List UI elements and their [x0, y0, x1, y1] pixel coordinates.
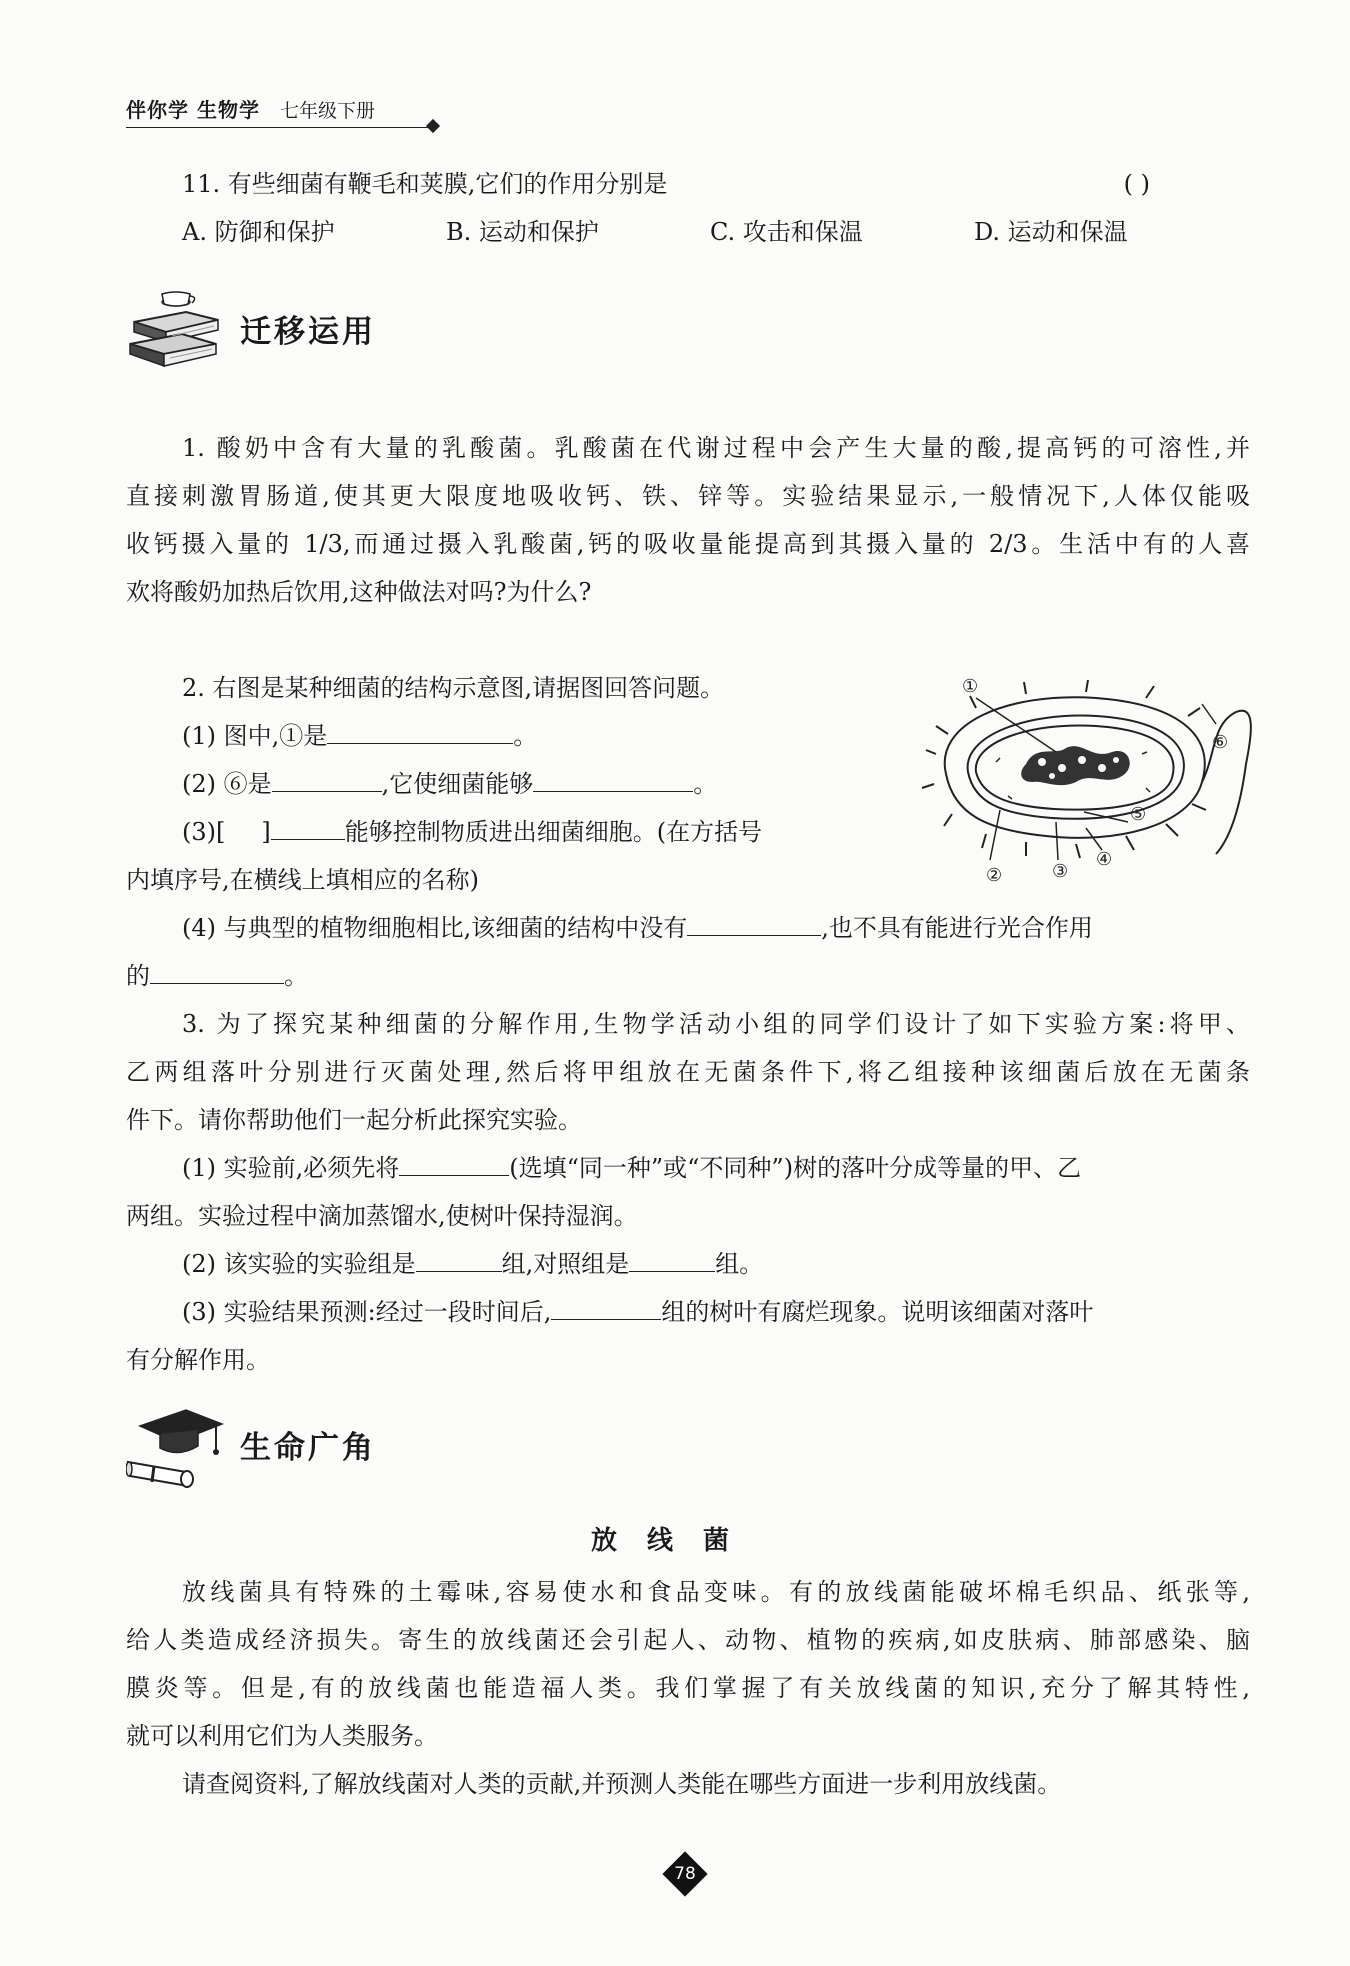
q11-stem: 11. 有些细菌有鞭毛和荚膜,它们的作用分别是 ( )	[182, 160, 1250, 208]
label-6: ⑥	[1212, 732, 1229, 753]
nuclear-region	[1021, 746, 1130, 785]
section-title: 生命广角	[240, 1430, 376, 1466]
bacterium-diagram	[916, 664, 1256, 884]
option-d: D. 运动和保温	[974, 218, 1128, 246]
option-b: B. 运动和保护	[446, 218, 599, 246]
p2-line6: (4) 与典型的植物细胞相比,该细菌的结构中没有 ,也不具有能进行光合作用	[182, 904, 1250, 952]
p3-line6: (2) 该实验的实验组是 组,对照组是 组。	[182, 1240, 1250, 1288]
answer-blank[interactable]	[327, 715, 513, 744]
label-1: ①	[962, 676, 979, 697]
p3-line3: 件下。请你帮助他们一起分析此探究实验。	[126, 1106, 582, 1134]
p3-line7: (3) 实验结果预测:经过一段时间后, 组的树叶有腐烂现象。说明该细菌对落叶	[182, 1288, 1250, 1336]
article-line4: 就可以利用它们为人类服务。	[126, 1722, 438, 1750]
graduation-cap-icon	[126, 1396, 226, 1496]
answer-blank[interactable]	[399, 1147, 509, 1176]
answer-blank[interactable]	[551, 1291, 661, 1320]
books-teacup-icon	[126, 282, 226, 382]
answer-blank[interactable]	[150, 955, 284, 984]
p3-line5: 两组。实验过程中滴加蒸馏水,使树叶保持湿润。	[126, 1202, 638, 1230]
answer-blank[interactable]	[272, 763, 382, 792]
article-line5: 请查阅资料,了解放线菌对人类的贡献,并预测人类能在哪些方面进一步利用放线菌。	[182, 1770, 1062, 1798]
p3-line1: 3. 为了探究某种细菌的分解作用,生物学活动小组的同学们设计了如下实验方案:将甲、	[182, 1010, 1250, 1038]
p1-line3: 收钙摄入量的 1/3,而通过摄入乳酸菌,钙的吸收量能提高到其摄入量的 2/3。生活中有的人喜	[126, 530, 1250, 558]
p3-line4: (1) 实验前,必须先将 (选填“同一种”或“不同种”)树的落叶分成等量的甲、乙	[182, 1144, 1250, 1192]
section-title: 迁移运用	[240, 314, 376, 350]
option-c: C. 攻击和保温	[710, 218, 863, 246]
p2-line4: (3)[ ] 能够控制物质进出细菌细胞。(在方括号	[182, 808, 1250, 856]
option-a: A. 防御和保护	[182, 218, 335, 246]
answer-blank[interactable]	[271, 811, 345, 840]
p2-line5: 内填序号,在横线上填相应的名称)	[126, 866, 479, 894]
answer-blank[interactable]	[416, 1243, 502, 1272]
article-line2: 给人类造成经济损失。寄生的放线菌还会引起人、动物、植物的疾病,如皮肤病、肺部感染、脑	[126, 1626, 1250, 1654]
answer-blank[interactable]	[687, 907, 821, 936]
section-heading-transfer	[126, 282, 526, 382]
p1-line2: 直接刺激胃肠道,使其更大限度地吸收钙、铁、锌等。实验结果显示,一般情况下,人体仅能吸	[126, 482, 1250, 510]
p1-line1: 1. 酸奶中含有大量的乳酸菌。乳酸菌在代谢过程中会产生大量的酸,提高钙的可溶性,并	[182, 434, 1250, 462]
p3-line2: 乙两组落叶分别进行灭菌处理,然后将甲组放在无菌条件下,将乙组接种该细菌后放在无菌条	[126, 1058, 1250, 1086]
p2-line2: (1) 图中,①是 。	[182, 712, 1250, 760]
label-4: ④	[1096, 849, 1113, 870]
label-2: ②	[986, 865, 1003, 884]
label-5: ⑤	[1130, 804, 1147, 825]
answer-paren: ( )	[1123, 170, 1150, 198]
article-line1: 放线菌具有特殊的土霉味,容易使水和食品变味。有的放线菌能破坏棉毛织品、纸张等,	[182, 1578, 1250, 1606]
running-header	[126, 94, 436, 126]
answer-blank[interactable]	[533, 763, 693, 792]
book-brand: 伴你学 生物学	[126, 98, 260, 122]
p3-line8: 有分解作用。	[126, 1346, 270, 1374]
header-diamond-icon	[426, 119, 440, 133]
p1-line4: 欢将酸奶加热后饮用,这种做法对吗?为什么?	[126, 578, 592, 606]
p2-line1: 2. 右图是某种细菌的结构示意图,请据图回答问题。	[182, 674, 725, 702]
header-rule	[126, 127, 431, 128]
book-grade: 七年级下册	[279, 100, 375, 122]
page-number: 78	[663, 1852, 707, 1896]
p2-line3: (2) ⑥是 ,它使细菌能够 。	[182, 760, 1250, 808]
answer-blank[interactable]	[629, 1243, 715, 1272]
label-3: ③	[1052, 861, 1069, 882]
article-line3: 膜炎等。但是,有的放线菌也能造福人类。我们掌握了有关放线菌的知识,充分了解其特性,	[126, 1674, 1250, 1702]
p2-line7: 的 。	[126, 952, 1250, 1000]
section-heading-life	[126, 1396, 526, 1496]
article-title: 放线菌	[590, 1526, 759, 1556]
